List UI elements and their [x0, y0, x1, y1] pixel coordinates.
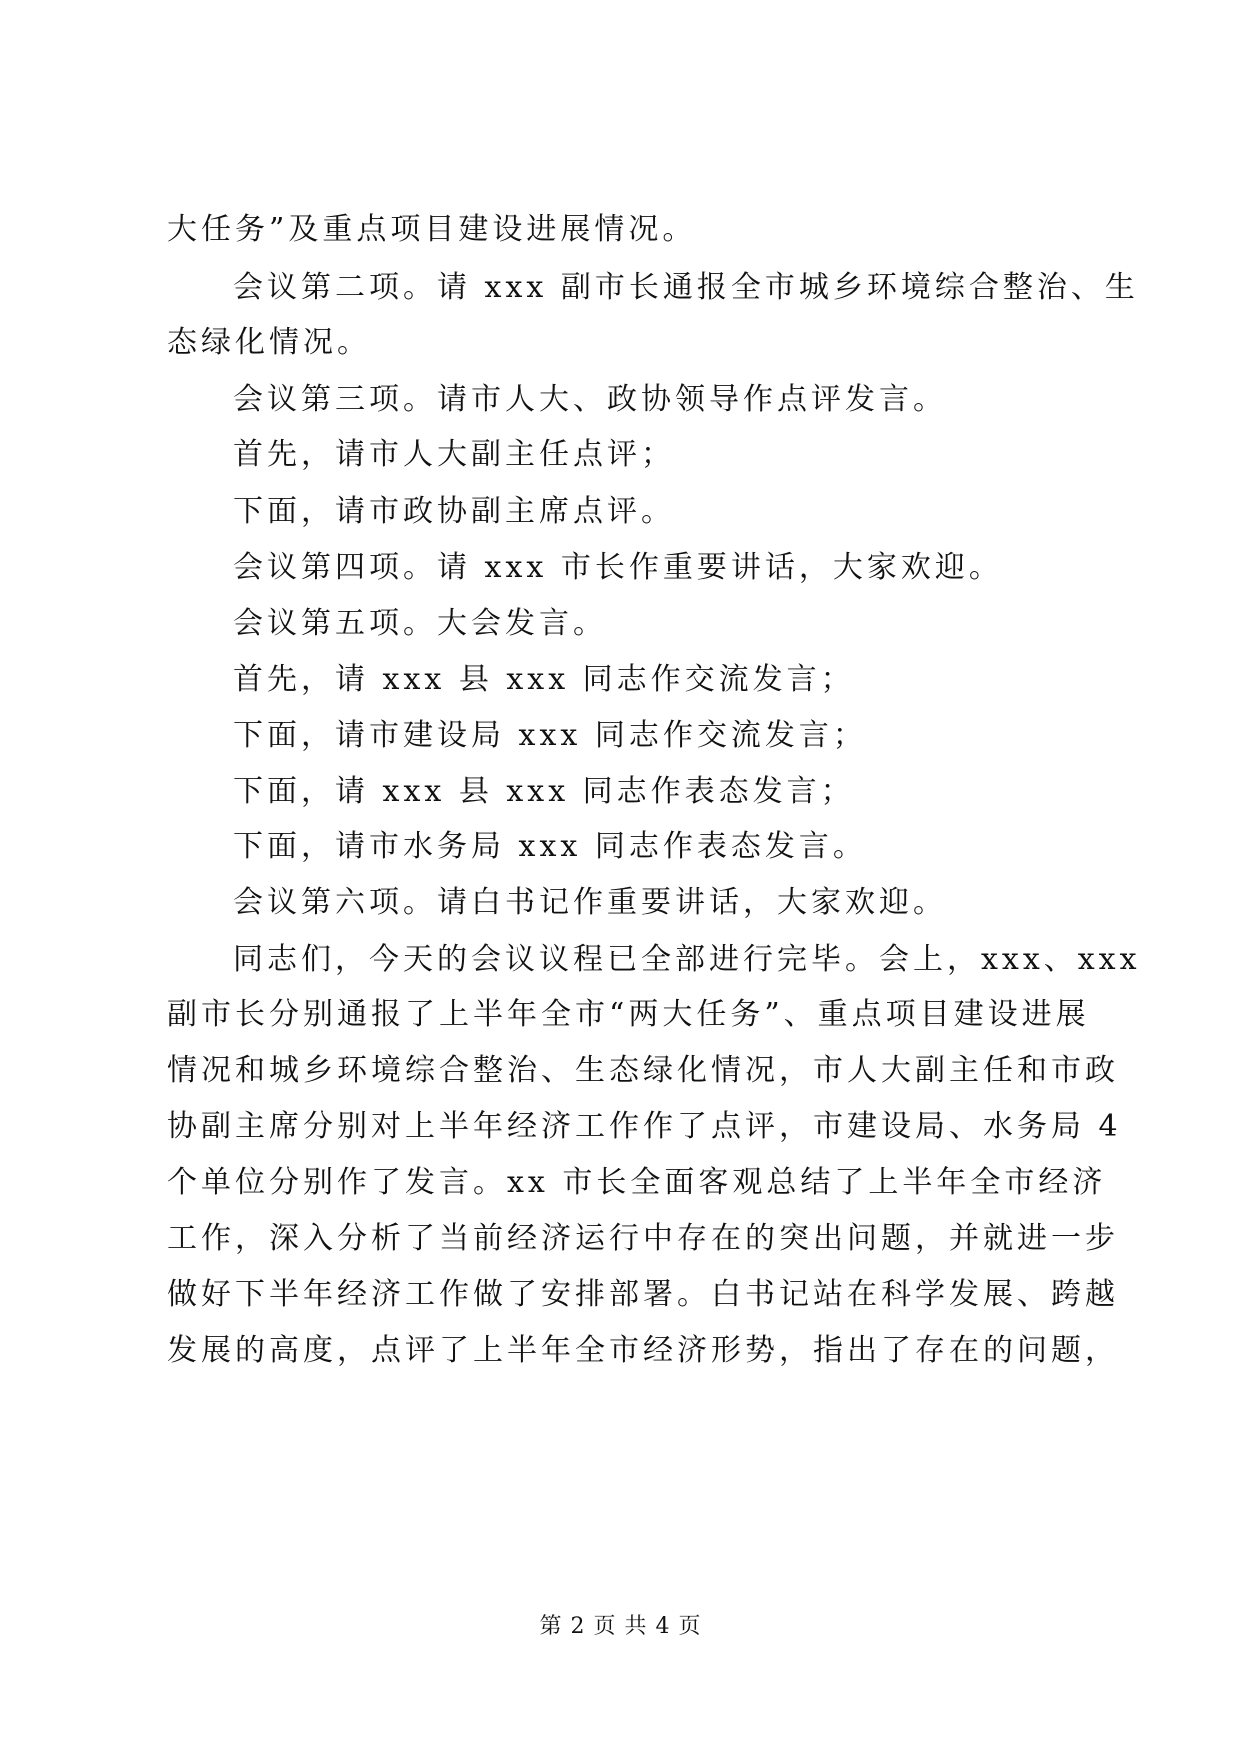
text-line: 会议第五项。大会发言。 — [233, 606, 607, 641]
text-line: 下面，请 xxx 县 xxx 同志作表态发言； — [233, 774, 855, 809]
text-line: 下面，请市水务局 xxx 同志作表态发言。 — [233, 829, 867, 864]
text-line: 会议第三项。请市人大、政协领导作点评发言。 — [233, 382, 947, 417]
text-line: 做好下半年经济工作做了安排部署。白书记站在科学发展、跨越 — [167, 1277, 1119, 1312]
text-line: 大任务”及重点项目建设进展情况。 — [167, 212, 697, 247]
text-line: 协副主席分别对上半年经济工作作了点评，市建设局、水务局 4 — [167, 1109, 1122, 1144]
text-line: 会议第六项。请白书记作重要讲话，大家欢迎。 — [233, 885, 947, 920]
text-line: 同志们，今天的会议议程已全部进行完毕。会上，xxx、xxx — [233, 942, 1141, 977]
text-line: 下面，请市政协副主席点评。 — [233, 494, 675, 529]
text-line: 发展的高度，点评了上半年全市经济形势，指出了存在的问题， — [167, 1333, 1119, 1368]
text-line: 工作，深入分析了当前经济运行中存在的突出问题，并就进一步 — [167, 1221, 1119, 1256]
text-line: 个单位分别作了发言。xx 市长全面客观总结了上半年全市经济 — [167, 1165, 1107, 1200]
text-line: 首先，请 xxx 县 xxx 同志作交流发言； — [233, 662, 855, 697]
text-line: 首先，请市人大副主任点评； — [233, 437, 675, 472]
text-line: 情况和城乡环境综合整治、生态绿化情况，市人大副主任和市政 — [167, 1053, 1119, 1088]
text-line: 副市长分别通报了上半年全市“两大任务”、重点项目建设进展 — [167, 997, 1090, 1032]
text-line: 下面，请市建设局 xxx 同志作交流发言； — [233, 718, 867, 753]
text-line: 会议第二项。请 xxx 副市长通报全市城乡环境综合整治、生 — [233, 270, 1139, 305]
text-line: 会议第四项。请 xxx 市长作重要讲话，大家欢迎。 — [233, 550, 1003, 585]
text-line: 态绿化情况。 — [167, 325, 371, 360]
page-number-footer: 第 2 页 共 4 页 — [539, 1614, 702, 1639]
